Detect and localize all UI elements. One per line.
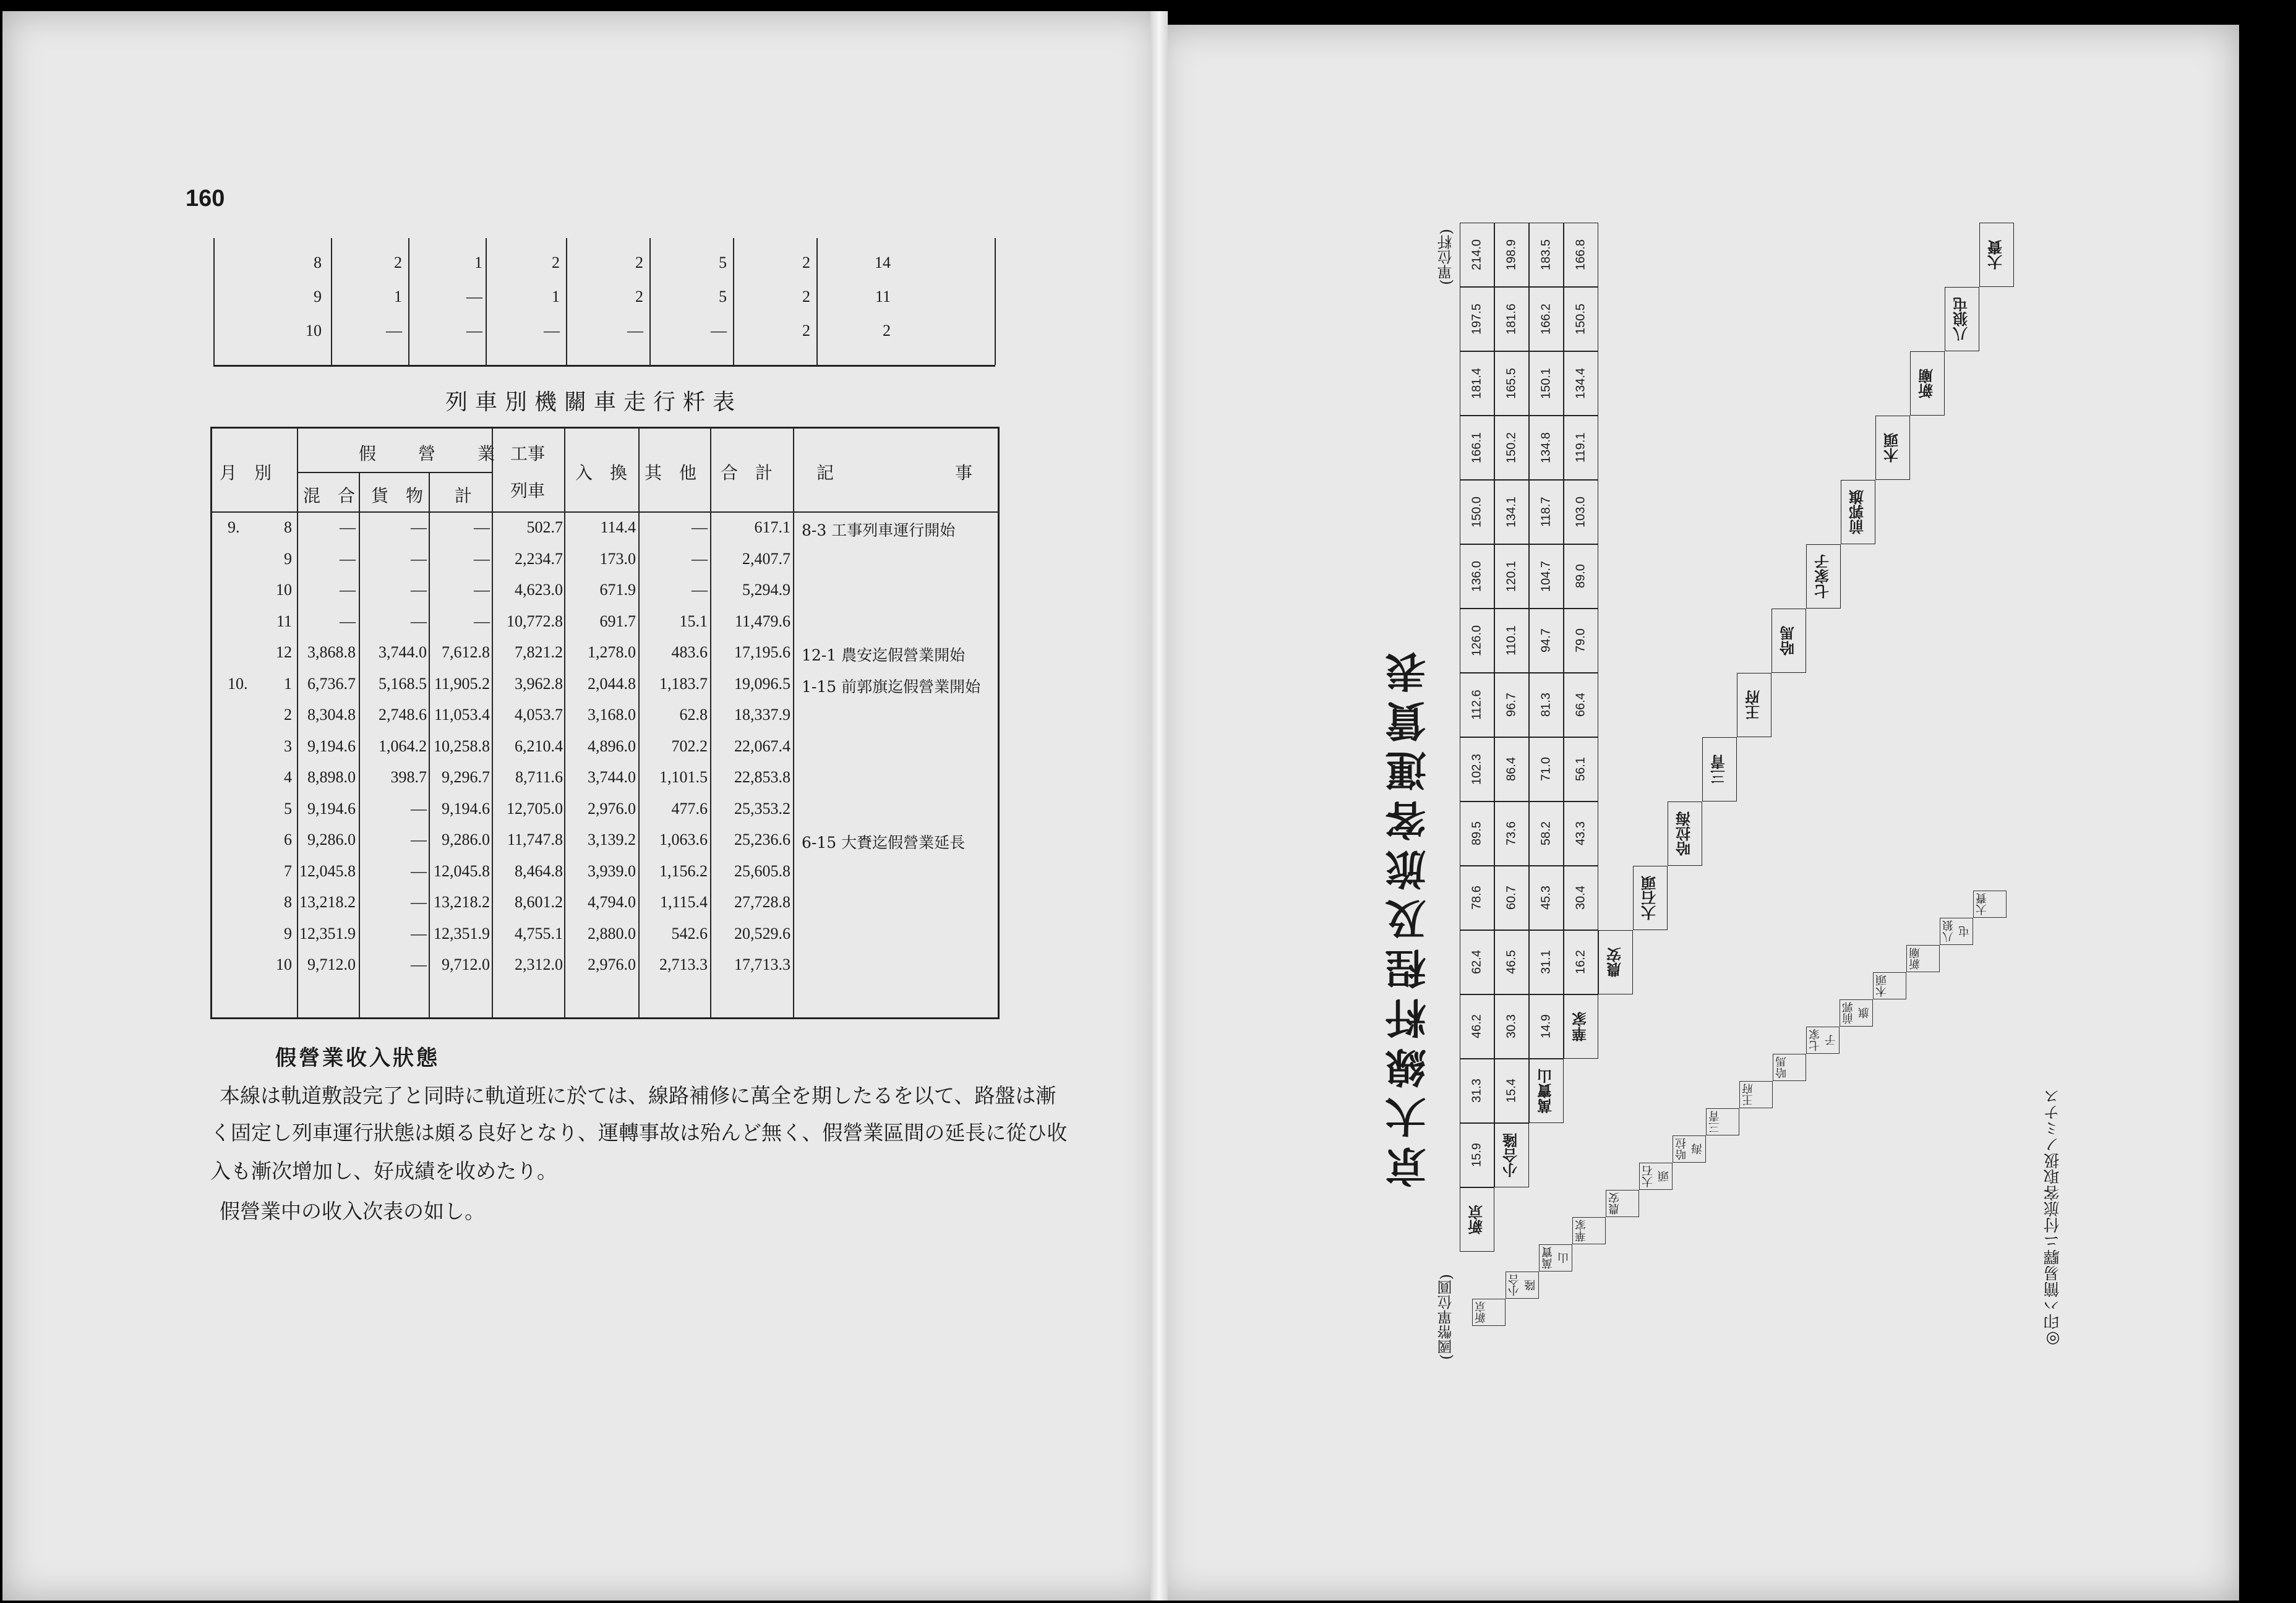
paragraph-line: 本線は軌道敷設完了と同時に軌道班に於ては、線路補修に萬全を期したるを以て、路盤は漸 xyxy=(220,1084,1056,1108)
km-distance-cell: 43.3 xyxy=(1564,802,1598,866)
main-table-construction: 2,312.0 xyxy=(515,955,563,973)
km-station-label: 萬寶山 xyxy=(1529,1059,1564,1123)
km-distance-cell: 181.6 xyxy=(1494,287,1529,351)
header-mixed: 混 合 xyxy=(303,485,356,506)
main-table-subtotal: 11,905.2 xyxy=(434,674,490,693)
km-distance-cell: 150.0 xyxy=(1460,480,1494,544)
main-table-construction: 6,210.4 xyxy=(515,737,563,755)
main-table-construction: 11,747.8 xyxy=(507,831,563,849)
km-distance-cell: 66.4 xyxy=(1564,673,1598,737)
km-distance-cell: 89.5 xyxy=(1460,802,1494,866)
km-distance-cell: 62.4 xyxy=(1460,930,1494,994)
table-title: 列車別機關車走行粁表 xyxy=(445,390,743,415)
page-number: 160 xyxy=(186,186,225,212)
km-distance-cell: 118.7 xyxy=(1529,480,1564,544)
main-table-construction: 8,464.8 xyxy=(515,861,563,880)
main-table-year: 9. xyxy=(228,518,240,536)
main-table-remark: 6-15 大賚迄假營業延長 xyxy=(802,834,966,852)
main-table-other: 1,183.7 xyxy=(659,674,708,693)
table-border-bottom xyxy=(213,365,995,367)
main-table-construction: 4,053.7 xyxy=(515,706,563,724)
top-table-cell: 11 xyxy=(875,288,891,306)
top-table-cell: 2 xyxy=(394,254,402,271)
km-station-label: 農安 xyxy=(1598,930,1633,994)
main-table-mixed: 12,351.9 xyxy=(299,924,356,943)
paragraph-line: く固定し列車運行狀態は頗る良好となり、運轉事故は殆んど無く、假營業區間の延長に從ひ收 xyxy=(210,1121,1068,1145)
header-construction-2: 列車 xyxy=(510,481,546,501)
main-table-month: 3 xyxy=(284,737,292,755)
km-distance-cell: 198.9 xyxy=(1494,223,1529,287)
main-table-freight: — xyxy=(411,861,427,880)
table-border-right xyxy=(995,238,996,365)
main-table-month: 4 xyxy=(284,768,292,786)
main-table-total: 19,096.5 xyxy=(734,674,790,693)
main-table-other: 702.2 xyxy=(671,737,708,755)
main-table-freight: — xyxy=(411,518,427,536)
top-table-cell: 5 xyxy=(719,288,727,306)
fare-station-label: 哈馬 xyxy=(1773,1054,1806,1081)
km-distance-cell: 110.1 xyxy=(1494,609,1529,673)
main-table-freight: 398.7 xyxy=(390,768,427,786)
header-remarks: 記 事 xyxy=(816,463,973,483)
main-table-total: 17,713.3 xyxy=(734,955,790,973)
top-table-cell: — xyxy=(466,288,482,306)
main-table-exchange: 4,794.0 xyxy=(588,893,636,911)
main-table-mixed: 12,045.8 xyxy=(299,861,356,880)
main-table-subtotal: — xyxy=(474,612,490,630)
main-table-freight: — xyxy=(411,924,427,943)
km-distance-cell: 46.5 xyxy=(1494,930,1529,994)
km-distance-cell: 60.7 xyxy=(1494,866,1529,930)
fare-station-label: 大石頭 xyxy=(1639,1163,1673,1190)
fare-station-label: 農安 xyxy=(1606,1190,1639,1217)
km-distance-cell: 45.3 xyxy=(1529,866,1564,930)
fare-station-label: 木頭 xyxy=(1873,972,1906,999)
km-distance-cell: 103.0 xyxy=(1564,480,1598,544)
top-table-cell: 2 xyxy=(802,288,810,306)
main-table-other: 477.6 xyxy=(671,799,708,818)
paragraph-line: 入も漸次增加し、好成績を收めたり。 xyxy=(210,1159,557,1183)
main-table-construction: 7,821.2 xyxy=(515,643,563,661)
main-table-total: 617.1 xyxy=(754,518,790,536)
main-table-freight: — xyxy=(411,799,427,818)
km-distance-cell: 134.1 xyxy=(1494,480,1529,544)
main-table-construction: 2,234.7 xyxy=(515,549,563,568)
main-table-freight: 5,168.5 xyxy=(379,674,427,693)
main-table-mixed: 8,304.8 xyxy=(307,706,356,724)
main-table-total: 20,529.6 xyxy=(734,924,790,943)
top-table-month: 10 xyxy=(306,322,322,340)
top-table-cell: 14 xyxy=(875,254,891,271)
top-table-cell: — xyxy=(544,322,560,340)
main-table-subtotal: — xyxy=(474,581,490,599)
unit-fare-label: (國幣單位圓) xyxy=(1437,1274,1455,1360)
main-table-freight: — xyxy=(411,581,427,599)
main-table-total: 2,407.7 xyxy=(742,549,790,568)
main-table-mixed: 3,868.8 xyxy=(307,643,356,661)
section-heading: 假營業收入狀態 xyxy=(275,1046,440,1071)
header-exchange: 入 換 xyxy=(575,463,628,483)
main-table-construction: 4,623.0 xyxy=(515,581,563,599)
main-table-subtotal: 10,258.8 xyxy=(434,737,490,755)
top-table-cell: — xyxy=(711,322,727,340)
main-table-construction: 4,755.1 xyxy=(515,924,563,943)
header-sub-line xyxy=(297,472,492,473)
top-table-cell: 2 xyxy=(883,322,891,340)
main-table-month: 12 xyxy=(276,643,292,661)
fare-station-label: 大賚 xyxy=(1973,891,2007,918)
km-distance-cell: 166.2 xyxy=(1529,287,1564,351)
header-other: 其 他 xyxy=(645,463,697,483)
main-table-mixed: 9,286.0 xyxy=(307,831,356,849)
km-distance-cell: 134.8 xyxy=(1529,416,1564,480)
main-table-exchange: 1,278.0 xyxy=(588,643,636,661)
main-table-total: 11,479.6 xyxy=(734,612,790,630)
main-table-construction: 502.7 xyxy=(526,518,563,536)
main-table-other: 15.1 xyxy=(679,612,708,630)
main-table-construction: 3,962.8 xyxy=(515,674,563,693)
km-station-label: 木頭 xyxy=(1875,416,1910,480)
main-table-mixed: 9,194.6 xyxy=(307,799,356,818)
fare-station-label: 三青 xyxy=(1706,1108,1739,1135)
main-table-total: 27,728.8 xyxy=(734,893,790,911)
main-table-subtotal: 7,612.8 xyxy=(442,643,490,661)
main-table-exchange: 2,976.0 xyxy=(588,955,636,973)
km-distance-cell: 150.2 xyxy=(1494,416,1529,480)
km-distance-cell: 134.4 xyxy=(1564,351,1598,416)
km-distance-cell: 56.1 xyxy=(1564,737,1598,802)
main-table-other: 2,713.3 xyxy=(659,955,708,973)
col-sep xyxy=(733,238,734,365)
km-distance-cell: 126.0 xyxy=(1460,609,1494,673)
km-distance-cell: 94.7 xyxy=(1529,609,1564,673)
main-table-construction: 8,711.6 xyxy=(515,768,563,786)
top-table-cell: 2 xyxy=(635,288,643,306)
main-table-freight: 3,744.0 xyxy=(379,643,427,661)
top-table-month: 9 xyxy=(314,288,322,306)
km-distance-cell: 86.4 xyxy=(1494,737,1529,802)
main-table-other: 1,115.4 xyxy=(659,893,708,911)
main-table-exchange: 3,168.0 xyxy=(588,706,636,724)
km-station-label: 前郭旗 xyxy=(1841,480,1875,544)
fare-table-title: 京大線粁程及旅客運賃表 xyxy=(1385,643,1433,1187)
main-table-construction: 8,601.2 xyxy=(515,893,563,911)
fare-station-label: 新廟 xyxy=(1906,945,1940,972)
main-table-subtotal: 9,286.0 xyxy=(442,831,490,849)
header-freight: 貨 物 xyxy=(371,485,424,506)
main-table-mixed: 6,736.7 xyxy=(307,674,356,693)
main-table-exchange: 691.7 xyxy=(599,612,636,630)
main-table-mixed: 9,712.0 xyxy=(307,955,356,973)
main-table-mixed: — xyxy=(340,549,356,568)
main-table-other: 1,063.6 xyxy=(659,831,708,849)
main-table-freight: — xyxy=(411,955,427,973)
main-table-mixed: 9,194.6 xyxy=(307,737,356,755)
book-gutter xyxy=(1150,11,1168,1601)
main-table-mixed: — xyxy=(340,518,356,536)
km-station-label: 王府 xyxy=(1737,673,1771,737)
main-table-subtotal: — xyxy=(474,518,490,536)
header-construction: 工事 xyxy=(510,443,546,464)
fare-grid xyxy=(1472,866,2029,1336)
main-table-total: 18,337.9 xyxy=(734,706,790,724)
km-distance-cell: 14.9 xyxy=(1529,994,1564,1059)
main-table-exchange: 4,896.0 xyxy=(588,737,636,755)
main-table-construction: 10,772.8 xyxy=(507,612,563,630)
km-distance-cell: 166.8 xyxy=(1564,223,1598,287)
header-subtotal: 計 xyxy=(455,485,473,506)
main-table-construction: 12,705.0 xyxy=(507,799,563,818)
fare-station-label: 七家子 xyxy=(1806,1027,1840,1054)
main-table-other: — xyxy=(692,549,708,568)
km-distance-cell: 89.0 xyxy=(1564,544,1598,609)
main-table-mixed: 13,218.2 xyxy=(299,893,356,911)
km-station-label: 大石頭 xyxy=(1633,866,1668,930)
km-distance-cell: 15.9 xyxy=(1460,1123,1494,1187)
km-station-label: 華家 xyxy=(1564,994,1598,1059)
main-table-remark: 8-3 工事列車運行開始 xyxy=(802,521,956,539)
main-table-remark: 12-1 農安迄假營業開始 xyxy=(802,646,966,664)
main-table-other: 1,156.2 xyxy=(659,861,708,880)
header-total: 合 計 xyxy=(721,463,773,483)
km-distance-cell: 79.0 xyxy=(1564,609,1598,673)
main-table-subtotal: 9,296.7 xyxy=(442,768,490,786)
main-table-subtotal: 12,045.8 xyxy=(434,861,490,880)
paragraph-line: 假營業中の收入次表の如し。 xyxy=(220,1199,485,1223)
col-sep xyxy=(649,238,651,365)
main-table-exchange: 2,044.8 xyxy=(588,674,636,693)
main-table-other: — xyxy=(692,581,708,599)
main-table-subtotal: 13,218.2 xyxy=(434,893,490,911)
main-table-mixed: 8,898.0 xyxy=(307,768,356,786)
main-table-other: 1,101.5 xyxy=(659,768,708,786)
header-bottom-line xyxy=(210,511,998,513)
main-table-month: 9 xyxy=(284,549,292,568)
km-distance-cell: 102.3 xyxy=(1460,737,1494,802)
main-table-freight: 2,748.6 xyxy=(379,706,427,724)
table-border-left xyxy=(213,238,215,365)
main-table-total: 25,236.6 xyxy=(734,831,790,849)
main-table-other: 62.8 xyxy=(679,706,708,724)
km-station-label: 三青 xyxy=(1702,737,1737,802)
km-distance-cell: 58.2 xyxy=(1529,802,1564,866)
main-table-mixed: — xyxy=(340,612,356,630)
km-distance-cell: 166.1 xyxy=(1460,416,1494,480)
main-table-subtotal: 11,053.4 xyxy=(434,706,490,724)
km-distance-cell: 197.5 xyxy=(1460,287,1494,351)
top-table-cell: 2 xyxy=(802,322,810,340)
main-table-subtotal: 9,194.6 xyxy=(442,799,490,818)
footnote: ◎印ハ簡易驛ニ付旅客取扱ノミナス xyxy=(2044,1088,2062,1348)
km-distance-cell: 181.4 xyxy=(1460,351,1494,416)
fare-station-label: 前郭旗 xyxy=(1840,999,1873,1027)
main-table-month: 6 xyxy=(284,831,292,849)
km-station-label: 新京 xyxy=(1460,1187,1494,1252)
km-distance-cell: 78.6 xyxy=(1460,866,1494,930)
col-sep xyxy=(566,238,567,365)
main-table-subtotal: 9,712.0 xyxy=(442,955,490,973)
main-table-exchange: 114.4 xyxy=(600,518,636,536)
top-table-month: 8 xyxy=(314,254,322,271)
main-table-subtotal: 12,351.9 xyxy=(434,924,490,943)
km-station-label: 七家子 xyxy=(1806,544,1841,609)
km-distance-cell: 71.0 xyxy=(1529,737,1564,802)
main-table-total: 22,067.4 xyxy=(734,737,790,755)
main-table-other: 542.6 xyxy=(671,924,708,943)
main-table-exchange: 3,744.0 xyxy=(588,768,636,786)
top-table-cell: 5 xyxy=(719,254,727,271)
header-month: 月 別 xyxy=(220,463,272,483)
km-distance-cell: 31.3 xyxy=(1460,1059,1494,1123)
main-table-month: 10 xyxy=(276,581,292,599)
fare-station-label: 華家 xyxy=(1572,1217,1606,1244)
main-table-month: 11 xyxy=(276,612,292,630)
km-station-label: 新廟 xyxy=(1910,351,1945,416)
main-table-month: 9 xyxy=(284,924,292,943)
main-table-remark: 1-15 前郭旗迄假營業開始 xyxy=(802,677,981,696)
main-table-freight: — xyxy=(411,549,427,568)
fare-station-label: 哈拉海 xyxy=(1673,1135,1706,1163)
km-distance-cell: 165.5 xyxy=(1494,351,1529,416)
fare-station-label: 王府 xyxy=(1739,1081,1773,1108)
top-table-cell: 1 xyxy=(394,288,402,306)
main-table-month: 8 xyxy=(284,893,292,911)
header-provisional: 假 營 業 xyxy=(359,443,508,464)
main-table-exchange: 2,880.0 xyxy=(588,924,636,943)
unit-km-label: (單位粁) xyxy=(1437,229,1455,285)
top-table-cell: 1 xyxy=(552,288,560,306)
main-table-other: 483.6 xyxy=(671,643,708,661)
main-table-total: 25,353.2 xyxy=(734,799,790,818)
top-table-cell: 2 xyxy=(552,254,560,271)
km-distance-cell: 120.1 xyxy=(1494,544,1529,609)
main-table-month: 7 xyxy=(284,861,292,880)
km-station-label: 八狼屯 xyxy=(1945,287,1979,351)
km-distance-cell: 30.3 xyxy=(1494,994,1529,1059)
main-table-mixed: — xyxy=(340,581,356,599)
main-table-total: 5,294.9 xyxy=(742,581,790,599)
km-distance-cell: 150.1 xyxy=(1529,351,1564,416)
km-distance-cell: 104.7 xyxy=(1529,544,1564,609)
main-table-total: 17,195.6 xyxy=(734,643,790,661)
top-table-cell: 2 xyxy=(635,254,643,271)
km-station-label: 哈拉海 xyxy=(1668,802,1702,866)
main-table-subtotal: — xyxy=(474,549,490,568)
km-distance-cell: 96.7 xyxy=(1494,673,1529,737)
main-table-freight: — xyxy=(411,612,427,630)
top-table-cell: — xyxy=(627,322,643,340)
km-station-label: 哈馬 xyxy=(1771,609,1806,673)
main-table-total: 25,605.8 xyxy=(734,861,790,880)
col-sep xyxy=(793,427,794,1017)
main-table-freight: — xyxy=(411,831,427,849)
main-table-other: — xyxy=(692,518,708,536)
main-table-month: 10 xyxy=(276,955,292,973)
km-distance-cell: 183.5 xyxy=(1529,223,1564,287)
km-distance-cell: 136.0 xyxy=(1460,544,1494,609)
main-table-year: 10. xyxy=(228,674,248,693)
main-table-total: 22,853.8 xyxy=(734,768,790,786)
km-distance-cell: 214.0 xyxy=(1460,223,1494,287)
km-distance-cell: 31.1 xyxy=(1529,930,1564,994)
main-table-month: 5 xyxy=(284,799,292,818)
km-station-label: 小合隆 xyxy=(1494,1123,1529,1187)
main-table-exchange: 671.9 xyxy=(599,581,636,599)
km-distance-cell: 16.2 xyxy=(1564,930,1598,994)
main-table-exchange: 3,939.0 xyxy=(588,861,636,880)
main-table-freight: 1,064.2 xyxy=(379,737,427,755)
top-table-cell: 1 xyxy=(474,254,482,271)
main-table-month: 2 xyxy=(284,706,292,724)
fare-station-label: 新京 xyxy=(1472,1299,1506,1326)
top-table-cell: 2 xyxy=(802,254,810,271)
km-distance-cell: 46.2 xyxy=(1460,994,1494,1059)
km-distance-cell: 150.5 xyxy=(1564,287,1598,351)
main-table-month: 8 xyxy=(284,518,292,536)
main-table-month: 1 xyxy=(284,674,292,693)
fare-station-label: 小合隆 xyxy=(1506,1272,1539,1299)
main-table-exchange: 3,139.2 xyxy=(588,831,636,849)
main-table-exchange: 2,976.0 xyxy=(588,799,636,818)
km-distance-cell: 119.1 xyxy=(1564,416,1598,480)
fare-station-label: 八狼屯 xyxy=(1940,918,1973,945)
km-distance-cell: 15.4 xyxy=(1494,1059,1529,1123)
main-table-freight: — xyxy=(411,893,427,911)
top-table-cell: — xyxy=(466,322,482,340)
km-distance-cell: 112.6 xyxy=(1460,673,1494,737)
main-table-exchange: 173.0 xyxy=(599,549,636,568)
km-distance-cell: 81.3 xyxy=(1529,673,1564,737)
km-distance-cell: 30.4 xyxy=(1564,866,1598,930)
top-table-cell: — xyxy=(386,322,402,340)
fare-station-label: 萬寶山 xyxy=(1539,1244,1572,1272)
km-station-label: 大賚 xyxy=(1979,223,2014,287)
km-distance-cell: 73.6 xyxy=(1494,802,1529,866)
